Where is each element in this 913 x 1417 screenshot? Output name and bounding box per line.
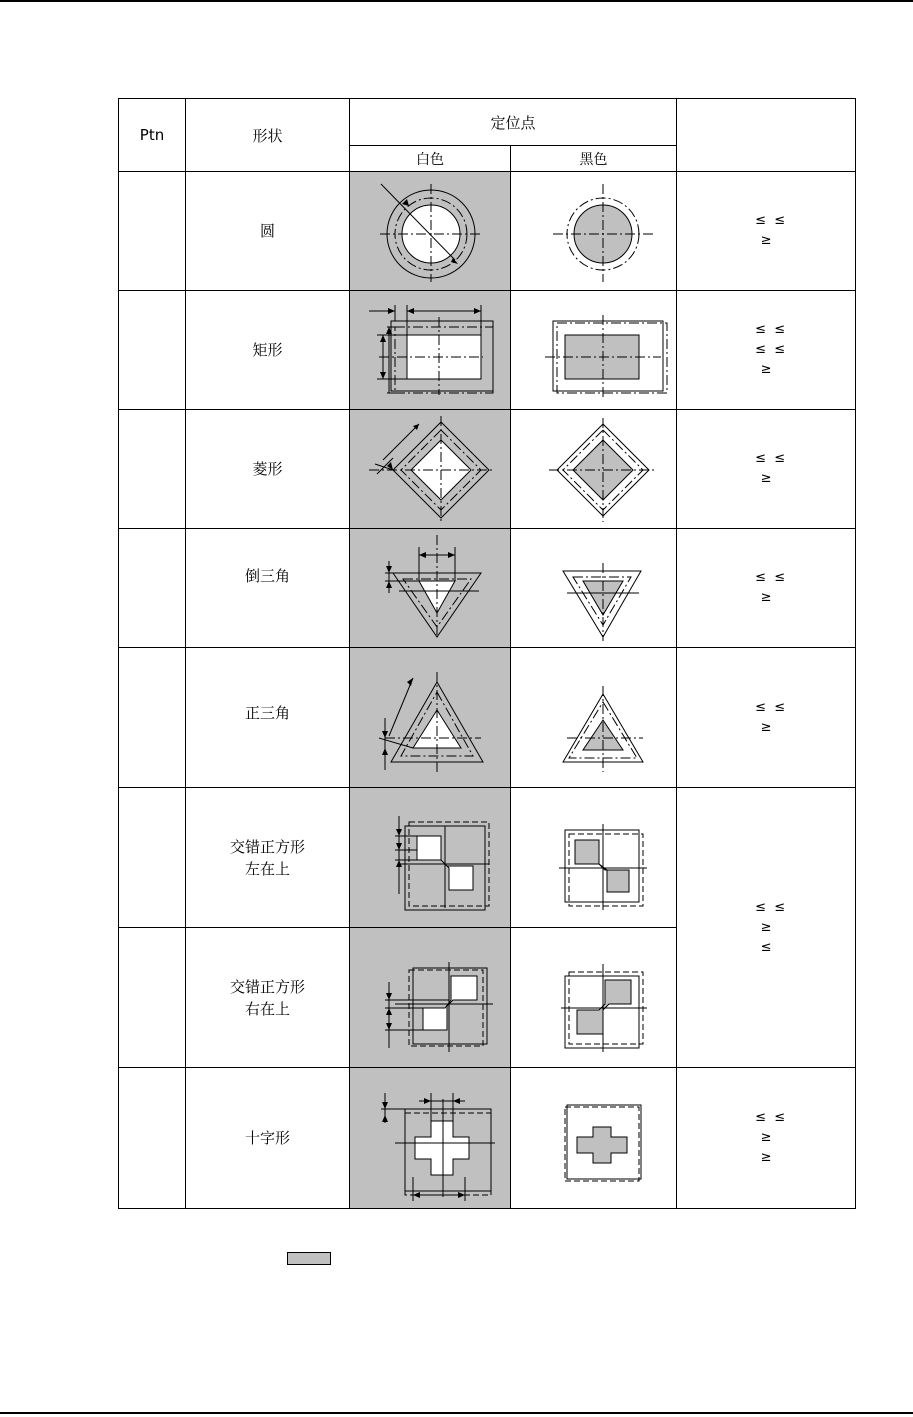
- header-shape: 形状: [186, 99, 350, 172]
- condition-line: ≤ ≤: [746, 213, 786, 228]
- shape-name: 菱形: [186, 410, 350, 529]
- black-staggered-right-icon: [519, 938, 669, 1058]
- shape-name: 矩形: [186, 291, 350, 410]
- white-staggered-right-icon: [355, 938, 505, 1058]
- ptn-cell: [119, 1068, 186, 1209]
- condition-line: ≤ ≤: [746, 570, 786, 585]
- legend-gray-swatch: [287, 1252, 331, 1265]
- shape-name-line1: 交错正方形: [229, 837, 305, 856]
- black-diamond-icon: [519, 414, 669, 524]
- white-diamond-figure: [350, 410, 511, 529]
- condition-line: ≤ ≤: [746, 322, 786, 337]
- bottom-rule: [0, 1412, 913, 1414]
- table-row: [119, 291, 856, 410]
- table-row: [119, 1068, 856, 1209]
- shape-name: 正三角: [186, 648, 350, 788]
- header-anchor: 定位点: [350, 99, 677, 146]
- black-inverted-triangle-figure: [511, 529, 677, 648]
- white-cross-icon: [355, 1073, 505, 1203]
- black-rectangle-figure: [511, 291, 677, 410]
- white-diamond-icon: [355, 414, 505, 524]
- shape-name: [186, 928, 350, 1068]
- white-inverted-triangle-icon: [355, 533, 505, 643]
- ptn-cell: [119, 410, 186, 529]
- black-circle-figure: [511, 172, 677, 291]
- condition-line: ≥: [760, 362, 772, 377]
- black-inverted-triangle-icon: [519, 533, 669, 643]
- condition-cell: [677, 291, 856, 410]
- white-rectangle-figure: [350, 291, 511, 410]
- condition-line: ≤ ≤: [746, 342, 786, 357]
- black-cross-icon: [519, 1073, 669, 1203]
- shape-name-line2: 右在上: [244, 999, 290, 1018]
- condition-cell: [677, 788, 856, 1068]
- ptn-cell: [119, 291, 186, 410]
- white-triangle-icon: [355, 658, 505, 778]
- ptn-cell: [119, 928, 186, 1068]
- table-row: [119, 648, 856, 788]
- white-rectangle-icon: [355, 295, 505, 405]
- black-circle-icon: [519, 176, 669, 286]
- condition-line: ≤: [760, 939, 772, 955]
- condition-line: ≤ ≤: [746, 451, 786, 466]
- white-staggered-left-icon: [355, 798, 505, 918]
- black-triangle-icon: [519, 658, 669, 778]
- white-staggered-left-figure: [350, 788, 511, 928]
- condition-line: ≤ ≤: [746, 899, 786, 915]
- condition-cell: [677, 1068, 856, 1209]
- shape-name: 十字形: [186, 1068, 350, 1209]
- anchor-pattern-table: [118, 98, 856, 1209]
- white-cross-figure: [350, 1068, 511, 1209]
- white-staggered-right-figure: [350, 928, 511, 1068]
- header-ptn: Ptn: [119, 99, 186, 172]
- black-staggered-left-figure: [511, 788, 677, 928]
- white-inverted-triangle-figure: [350, 529, 511, 648]
- black-rectangle-icon: [519, 295, 669, 405]
- condition-line: ≥: [760, 590, 772, 605]
- header-white: 白色: [350, 146, 511, 172]
- shape-name-line1: 交错正方形: [229, 977, 305, 996]
- top-rule: [0, 0, 913, 2]
- header-black: 黑色: [511, 146, 677, 172]
- black-cross-figure: [511, 1068, 677, 1209]
- condition-cell: [677, 410, 856, 529]
- condition-line: ≥: [760, 1150, 772, 1165]
- white-circle-figure: [350, 172, 511, 291]
- black-triangle-figure: [511, 648, 677, 788]
- ptn-cell: [119, 648, 186, 788]
- condition-cell: [677, 648, 856, 788]
- ptn-cell: [119, 788, 186, 928]
- header-condition: [677, 99, 856, 172]
- black-diamond-figure: [511, 410, 677, 529]
- black-staggered-left-icon: [519, 798, 669, 918]
- condition-line: ≥: [760, 233, 772, 248]
- table-row: [119, 788, 856, 928]
- white-triangle-figure: [350, 648, 511, 788]
- shape-name: 倒三角: [186, 529, 350, 648]
- condition-cell: [677, 172, 856, 291]
- black-staggered-right-figure: [511, 928, 677, 1068]
- condition-line: ≥: [760, 719, 772, 735]
- condition-line: ≥: [760, 471, 772, 486]
- table-row: [119, 172, 856, 291]
- condition-line: ≤ ≤: [746, 1110, 786, 1125]
- ptn-cell: [119, 172, 186, 291]
- ptn-cell: [119, 529, 186, 648]
- condition-line: ≥: [760, 1130, 772, 1145]
- table-row: [119, 529, 856, 648]
- shape-name-line2: 左在上: [244, 859, 290, 878]
- condition-cell: [677, 529, 856, 648]
- shape-name: 圆: [186, 172, 350, 291]
- condition-line: ≤ ≤: [746, 699, 786, 715]
- shape-name: [186, 788, 350, 928]
- table-row: [119, 410, 856, 529]
- white-circle-icon: [355, 176, 505, 286]
- condition-line: ≥: [760, 919, 772, 935]
